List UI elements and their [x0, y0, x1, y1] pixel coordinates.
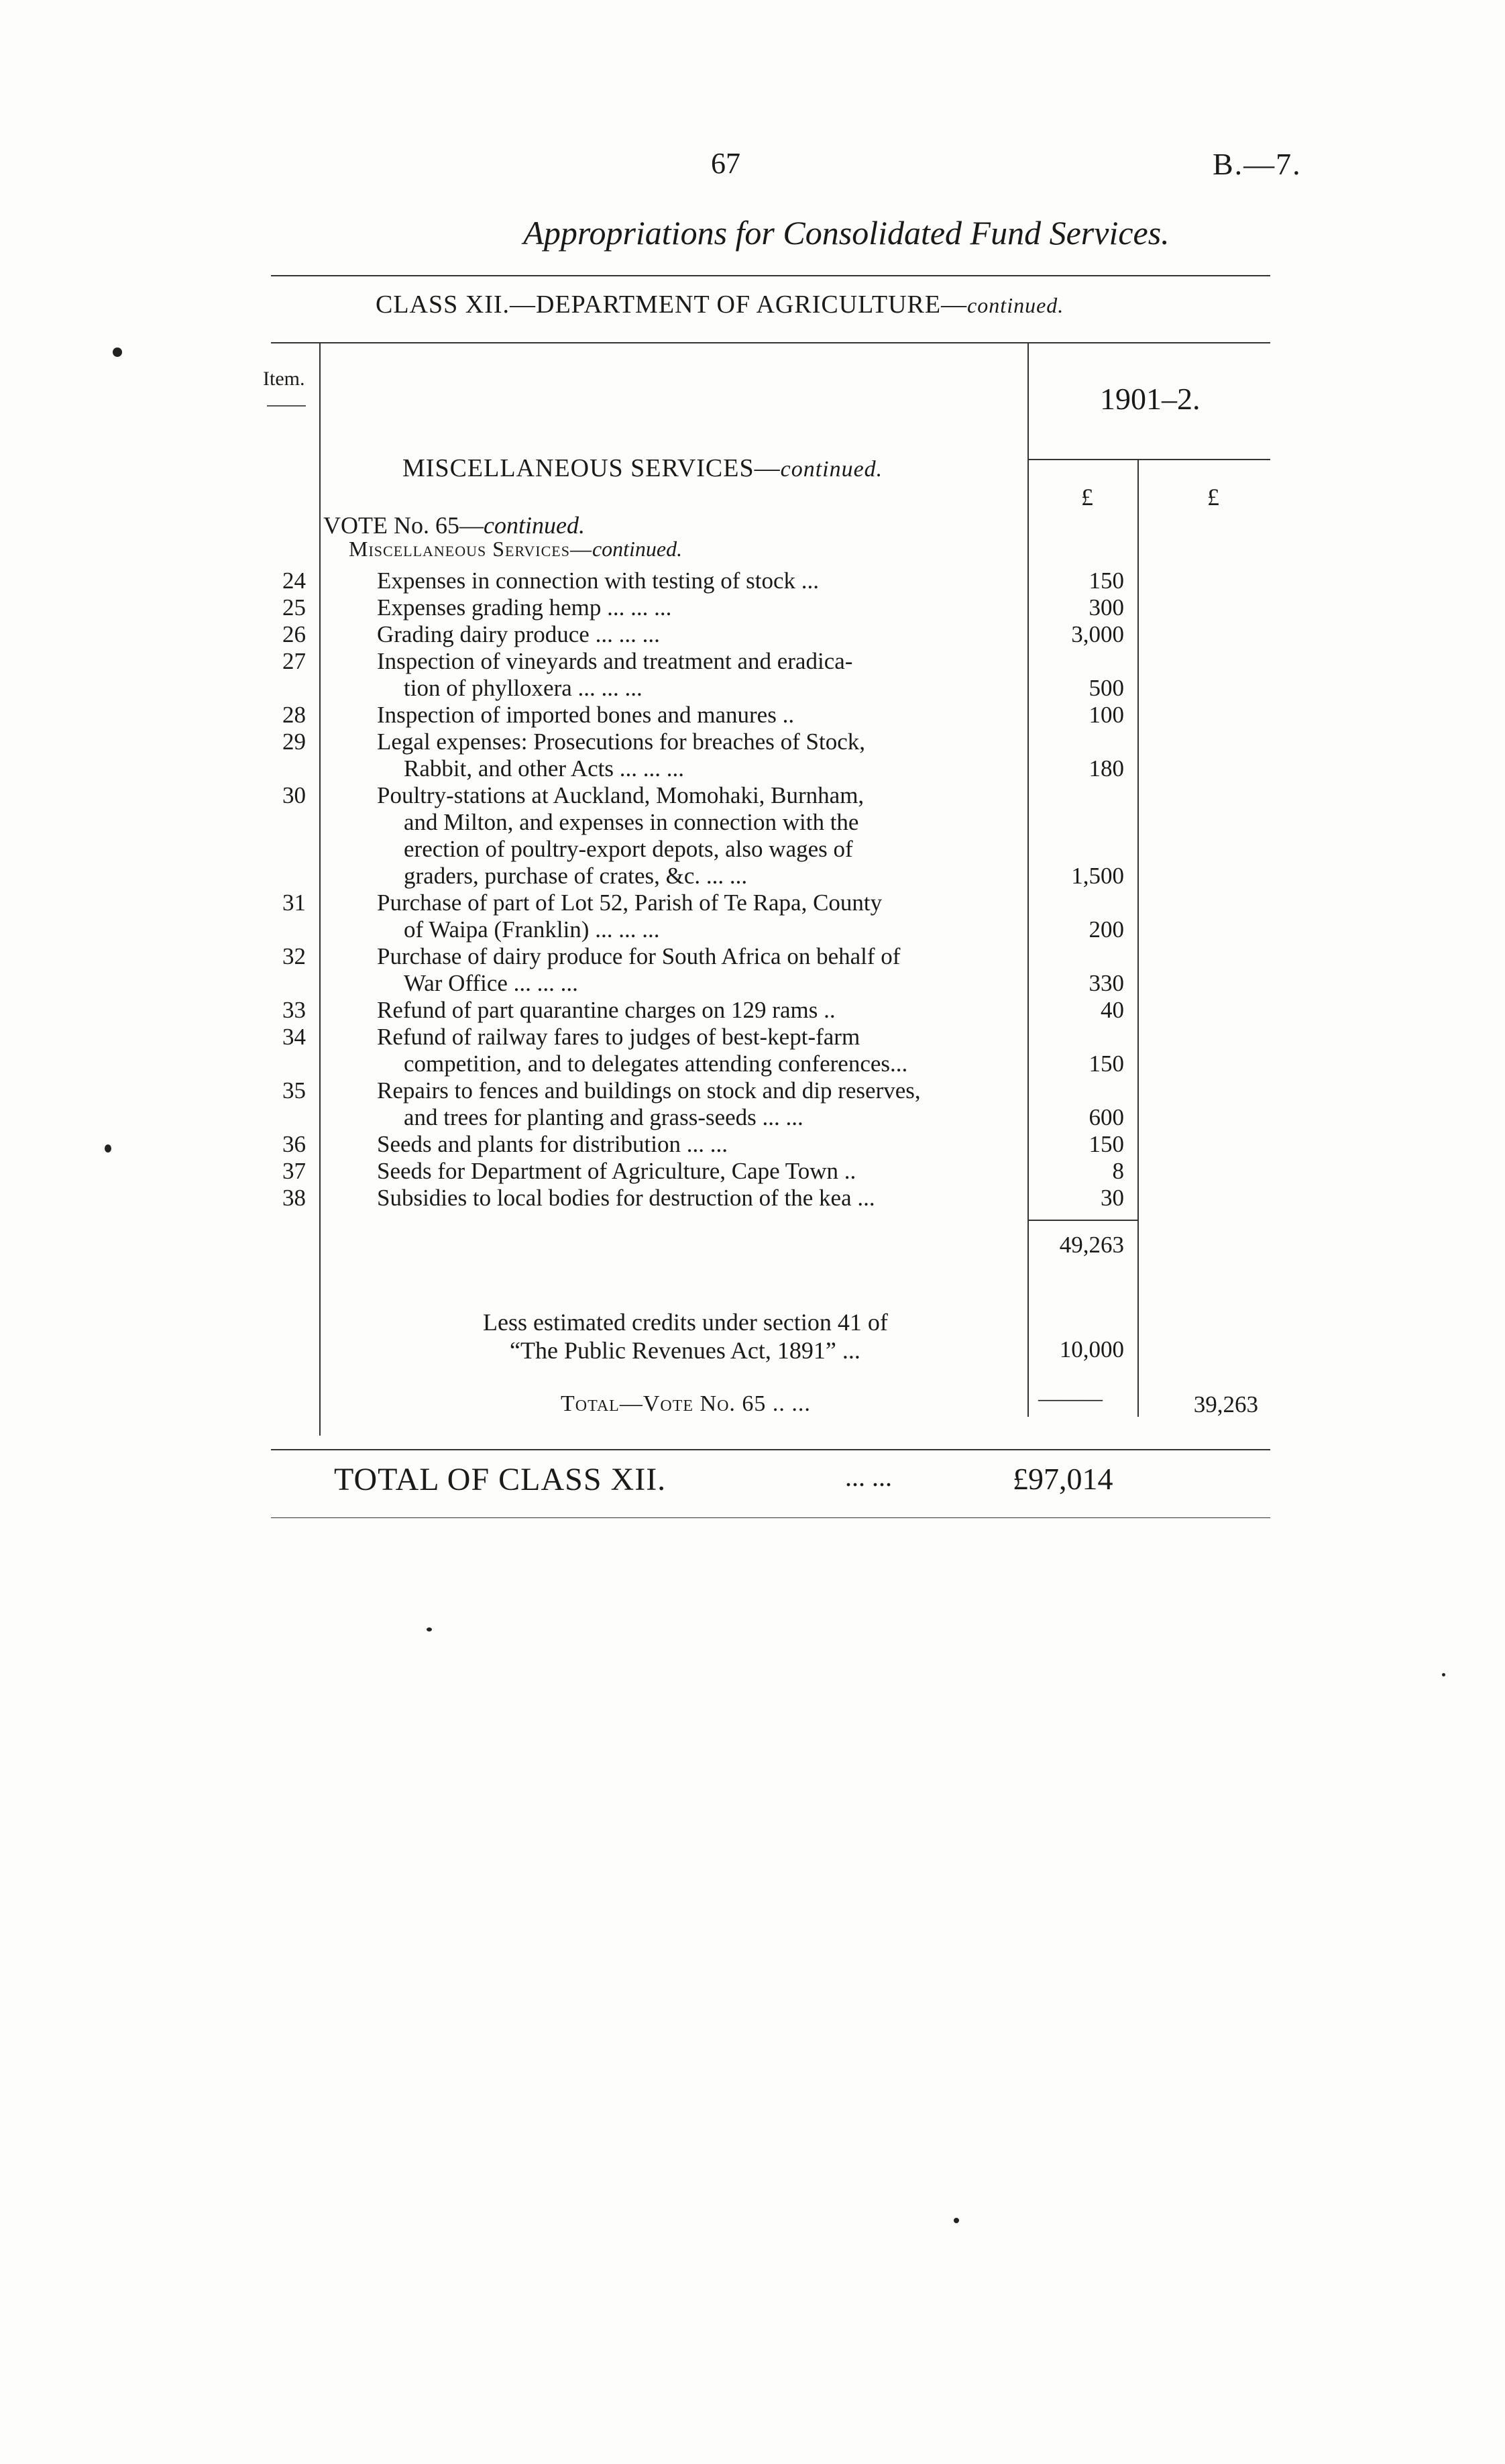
class-heading-main: CLASS XII.—DEPARTMENT OF AGRICULTURE—: [376, 290, 968, 319]
item-line: Seeds for Department of Agriculture, Cape Town ..: [377, 1158, 856, 1184]
item-line: Inspection of vineyards and treatment and eradica-: [377, 648, 853, 674]
class-heading-suffix: continued.: [967, 293, 1064, 317]
item-number: 24: [282, 568, 306, 594]
subtotal-rule: [1029, 1220, 1137, 1221]
item-line: Repairs to fences and buildings on stock and dip reserves,: [377, 1077, 921, 1104]
grand-total-amount: £97,014: [1013, 1462, 1113, 1496]
vote-label: VOTE No. 65—: [323, 512, 484, 539]
item-amount: 600: [1089, 1104, 1124, 1130]
item-line: Grading dairy produce ... ... ...: [377, 621, 660, 647]
item-line: Purchase of dairy produce for South Africa on behalf of: [377, 943, 901, 969]
item-description: [377, 621, 1021, 648]
vote-subheading: [349, 537, 682, 561]
total-vote-label: Total—Vote No. 65 .. ...: [561, 1391, 811, 1416]
item-number: 28: [282, 702, 306, 728]
year-column-header: 1901–2.: [1100, 382, 1201, 416]
scan-speck: [113, 347, 122, 357]
item-description: [377, 1158, 1021, 1185]
vote-sub-label: Miscellaneous Services—: [349, 537, 592, 561]
less-credits-amount: 10,000: [1059, 1336, 1124, 1362]
item-number: 37: [282, 1158, 306, 1184]
item-line: tion of phylloxera ... ... ...: [404, 675, 643, 701]
item-description: [377, 702, 1021, 729]
scan-speck: [105, 1144, 111, 1153]
item-number: 30: [282, 782, 306, 808]
item-description: [377, 729, 1021, 782]
item-description: [377, 1077, 1021, 1131]
class-heading: [376, 290, 1064, 319]
amount2-column-rule: [1137, 460, 1139, 1417]
total-vote-dash: ———: [1038, 1386, 1103, 1410]
item-description: [377, 943, 1021, 997]
page-number: 67: [711, 147, 740, 180]
scan-speck: [427, 1627, 432, 1631]
item-header-underline: [267, 405, 306, 407]
item-line: and Milton, and expenses in connection with the: [404, 809, 859, 835]
grand-total-bottom-rule: [271, 1517, 1270, 1518]
item-line: Expenses grading hemp ... ... ...: [377, 594, 672, 621]
item-line: Seeds and plants for distribution ... ...: [377, 1131, 728, 1157]
vote-suffix: continued.: [483, 512, 585, 539]
item-number: 36: [282, 1131, 306, 1157]
item-amount: 180: [1089, 755, 1124, 782]
vote-sub-suffix: continued.: [592, 537, 683, 561]
item-amount: 100: [1089, 702, 1124, 728]
section-heading-suffix: continued.: [780, 457, 883, 482]
item-line: graders, purchase of crates, &c. ... ...: [404, 863, 748, 889]
grand-total-top-rule: [271, 1449, 1270, 1450]
less-credits-line2: “The Public Revenues Act, 1891” ...: [510, 1337, 860, 1364]
item-description: [377, 890, 1021, 943]
item-line: Refund of part quarantine charges on 129 rams ..: [377, 997, 836, 1023]
item-line: of Waipa (Franklin) ... ... ...: [404, 916, 660, 943]
scan-speck: [1442, 1673, 1445, 1676]
item-amount: 200: [1089, 916, 1124, 943]
currency-header-2: £: [1207, 484, 1219, 511]
item-line: Poultry-stations at Auckland, Momohaki, Burnham,: [377, 782, 865, 808]
item-amount: 30: [1101, 1185, 1124, 1211]
item-amount: 1,500: [1071, 863, 1124, 889]
currency-header-1: £: [1081, 484, 1093, 511]
item-number: 33: [282, 997, 306, 1023]
less-credits-line1: Less estimated credits under section 41 of: [483, 1309, 888, 1336]
item-amount: 300: [1089, 594, 1124, 621]
total-vote-amount: 39,263: [1193, 1391, 1258, 1417]
item-amount: 150: [1089, 568, 1124, 594]
item-number: 29: [282, 729, 306, 755]
item-description: [377, 648, 1021, 702]
item-description: [377, 1131, 1021, 1158]
item-description: [377, 1185, 1021, 1212]
item-number: 25: [282, 594, 306, 621]
item-line: and trees for planting and grass-seeds ... ...: [404, 1104, 803, 1130]
item-number: 32: [282, 943, 306, 969]
item-line: erection of poultry-export depots, also wages of: [404, 836, 853, 862]
item-amount: 40: [1101, 997, 1124, 1023]
item-description: [377, 782, 1021, 890]
item-line: Legal expenses: Prosecutions for breaches of Stock,: [377, 729, 865, 755]
section-heading-main: MISCELLANEOUS SERVICES—: [402, 454, 781, 482]
item-number: 35: [282, 1077, 306, 1104]
year-under-rule: [1029, 459, 1270, 460]
table-top-rule: [271, 342, 1270, 343]
item-line: Expenses in connection with testing of stock ...: [377, 568, 820, 594]
item-amount: 3,000: [1071, 621, 1124, 647]
item-column-rule: [319, 343, 321, 1436]
page-title: Appropriations for Consolidated Fund Services.: [523, 214, 1170, 252]
item-number: 26: [282, 621, 306, 647]
section-heading: [402, 453, 883, 483]
top-rule: [271, 275, 1270, 276]
less-credits-text: [483, 1308, 1019, 1364]
document-reference: B.—7.: [1213, 147, 1302, 181]
vote-heading: [323, 511, 585, 539]
item-column-header: Item.: [263, 368, 305, 390]
item-line: Inspection of imported bones and manures ..: [377, 702, 795, 728]
item-line: Rabbit, and other Acts ... ... ...: [404, 755, 685, 782]
item-line: Purchase of part of Lot 52, Parish of Te Rapa, County: [377, 890, 883, 916]
item-description: [377, 568, 1021, 594]
item-number: 31: [282, 890, 306, 916]
item-amount: 150: [1089, 1051, 1124, 1077]
item-amount: 150: [1089, 1131, 1124, 1157]
item-number: 27: [282, 648, 306, 674]
grand-total-label: TOTAL OF CLASS XII.: [334, 1462, 667, 1497]
grand-total-dots: ... ...: [845, 1462, 892, 1492]
item-description: [377, 594, 1021, 621]
item-line: Refund of railway fares to judges of best-kept-farm: [377, 1024, 860, 1050]
item-number: 34: [282, 1024, 306, 1050]
item-amount: 330: [1089, 970, 1124, 996]
item-line: Subsidies to local bodies for destruction of the kea ...: [377, 1185, 875, 1211]
item-amount: 500: [1089, 675, 1124, 701]
item-line: competition, and to delegates attending conferences...: [404, 1051, 908, 1077]
subtotal-amount: 49,263: [1059, 1232, 1124, 1258]
item-description: [377, 997, 1021, 1024]
scan-speck: [954, 2218, 959, 2223]
item-number: 38: [282, 1185, 306, 1211]
item-line: War Office ... ... ...: [404, 970, 578, 996]
item-description: [377, 1024, 1021, 1077]
item-amount: 8: [1112, 1158, 1124, 1184]
